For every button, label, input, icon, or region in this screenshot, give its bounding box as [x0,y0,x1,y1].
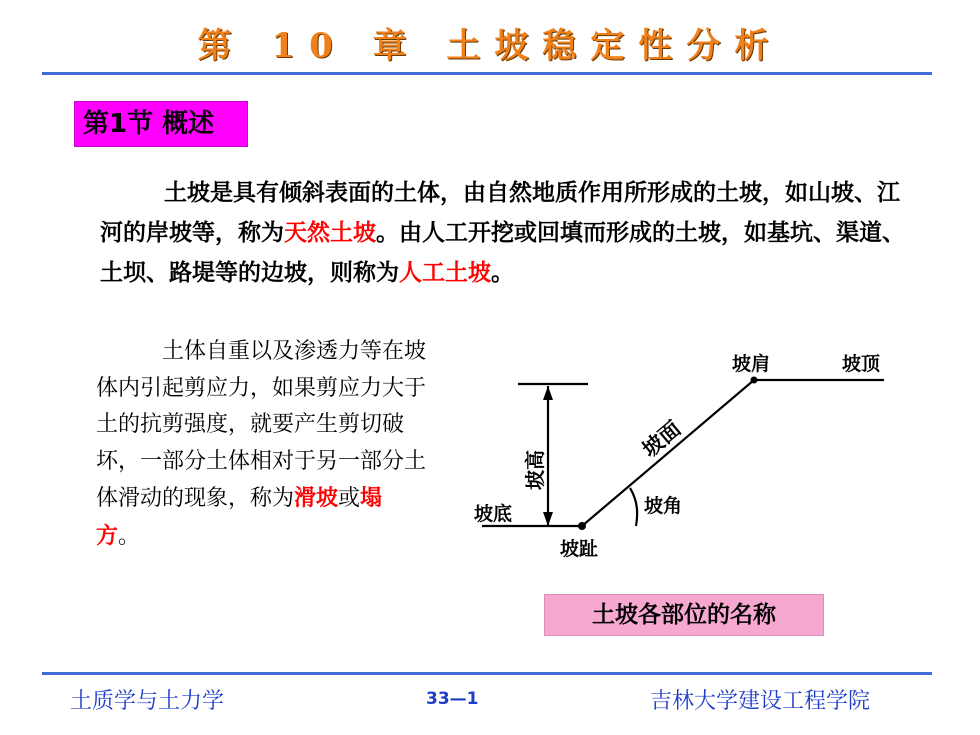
height-arrow-bottom [543,512,553,526]
section-heading: 第1节 概述 [74,101,248,147]
label-toe: 坡趾 [560,538,599,560]
slope-diagram [462,340,902,580]
footer-page-number: 33—1 [426,689,479,709]
intro-text-b: 。由人工开挖或回填而形成的土坡，如基坑、渠道、土坝、路堤等的边坡，则称为 [100,219,905,286]
term-natural-slope: 天然土坡 [284,219,376,246]
label-crest: 坡顶 [842,353,881,375]
label-height: 坡高 [523,450,547,490]
toe-point [578,522,586,530]
label-base: 坡底 [474,503,513,525]
landslide-text-b: 。 [118,523,141,549]
page-title: 第 10 章 土坡稳定性分析 [197,26,783,66]
term-collapse: 塌方 [96,485,383,549]
footer-school: 吉林大学建设工程学院 [650,689,871,714]
landslide-paragraph [96,334,426,555]
landslide-conj: 或 [338,486,361,511]
shoulder-point [751,377,758,384]
footer-divider [42,672,932,675]
height-arrow-top [543,386,553,400]
label-shoulder: 坡肩 [732,353,771,375]
angle-arc [630,488,637,526]
diagram-caption: 土坡各部位的名称 [544,594,824,636]
label-face: 坡面 [637,415,686,462]
label-angle: 坡角 [644,495,683,517]
term-landslide: 滑坡 [294,485,339,511]
term-artificial-slope: 人工土坡 [399,259,491,286]
landslide-text-a: 土体自重以及渗透力等在坡体内引起剪应力，如果剪应力大于土的抗剪强度，就要产生剪切破坏，一部分土体相对于另一部分土体滑动的现象，称为 [96,339,427,511]
footer-course: 土质学与土力学 [70,689,225,714]
intro-paragraph [100,173,906,293]
intro-text-c: 。 [491,259,514,286]
intro-text-a: 土坡是具有倾斜表面的土体，由自然地质作用所形成的土坡，如山坡、江河的岸坡等，称为 [100,179,900,246]
header-divider [42,72,932,75]
